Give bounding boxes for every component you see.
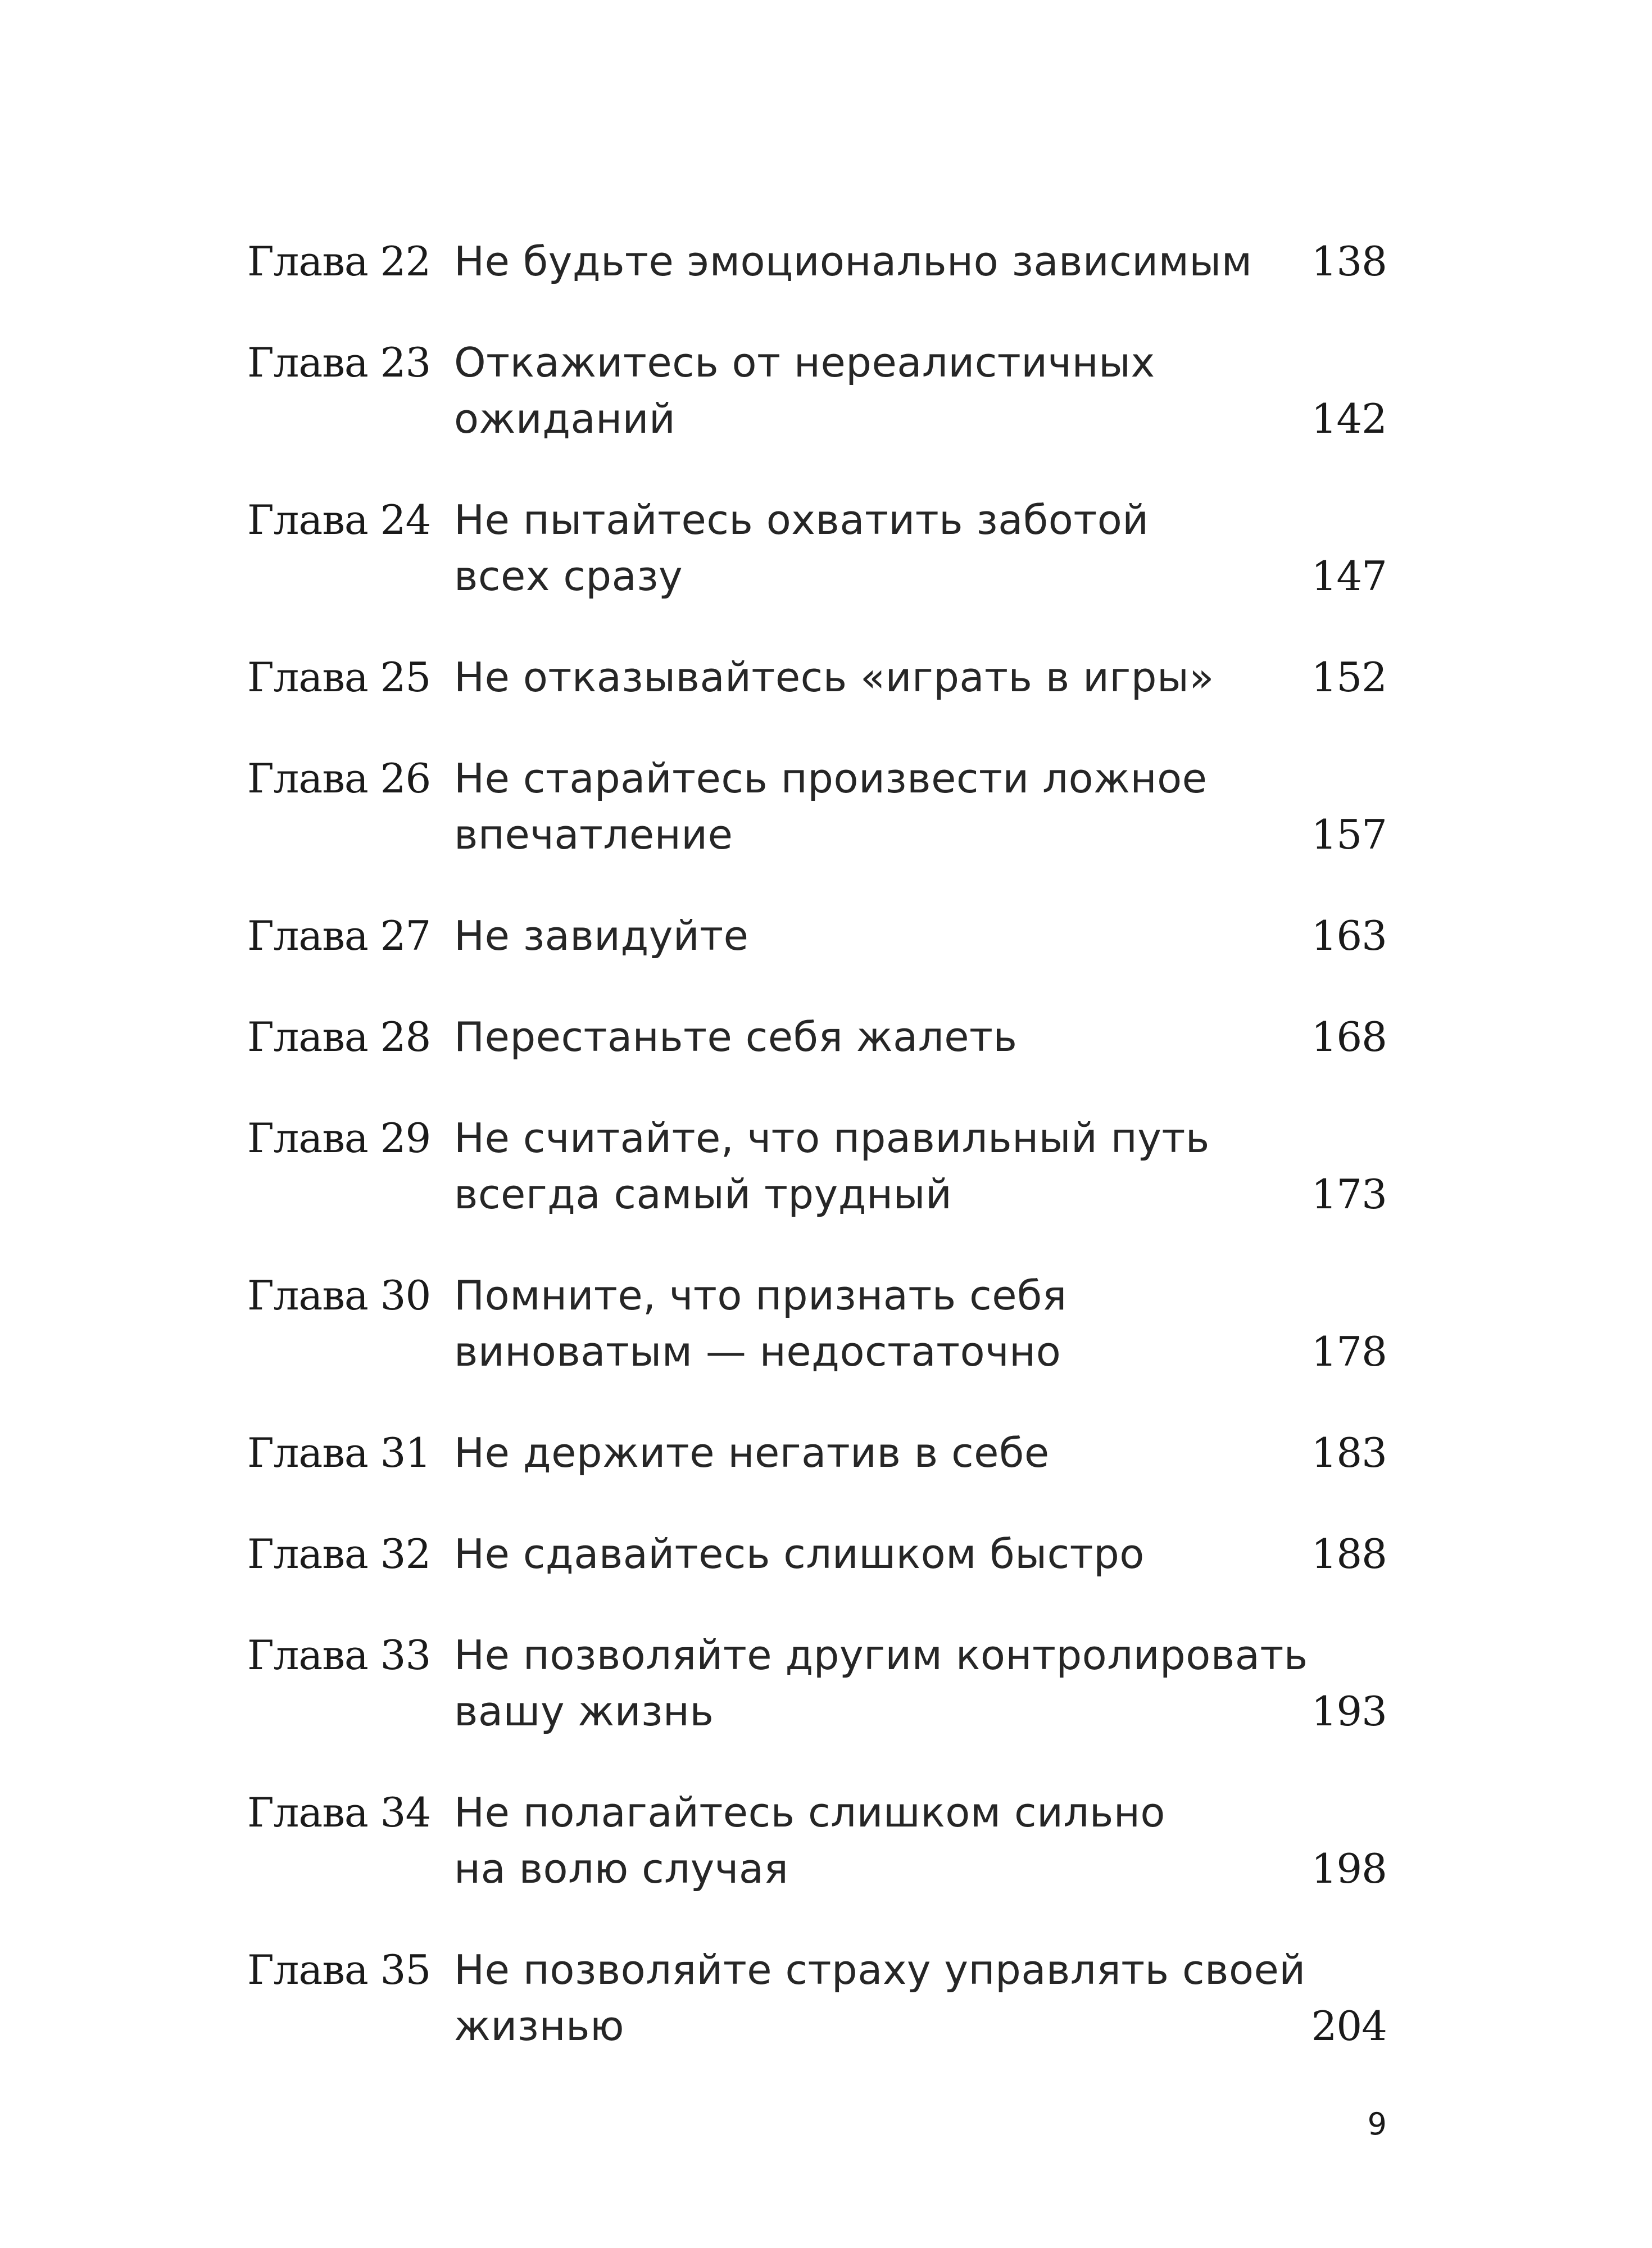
- chapter-title: [454, 1009, 1297, 1065]
- chapter-title-line: впечатление: [454, 811, 733, 858]
- chapter-title-line: Не полагайтесь слишком сильно: [454, 1789, 1165, 1836]
- chapter-title-line: Не отказывайтесь «играть в игры»: [454, 654, 1214, 701]
- chapter-label: Глава 29: [247, 1114, 431, 1162]
- page-number: 142: [1311, 395, 1387, 442]
- page-number: 147: [1311, 552, 1387, 600]
- chapter-title: [454, 1425, 1297, 1481]
- chapter-title-line: Откажитесь от нереалистичных: [454, 339, 1155, 386]
- chapter-title-line: вашу жизнь: [454, 1688, 714, 1735]
- chapter-label: Глава 24: [247, 496, 431, 543]
- chapter-title-line: Перестаньте себя жалеть: [454, 1013, 1018, 1060]
- chapter-title: [454, 908, 1297, 964]
- page-number: 198: [1311, 1845, 1387, 1892]
- page-number: 204: [1311, 2002, 1387, 2050]
- chapter-label: Глава 23: [247, 339, 431, 386]
- chapter-label: Глава 26: [247, 755, 431, 802]
- chapter-title: [454, 1526, 1297, 1582]
- chapter-title: [454, 1267, 1297, 1380]
- chapter-title-line: Не завидуйте: [454, 912, 749, 959]
- chapter-title-line: Не сдавайтесь слишком быстро: [454, 1530, 1145, 1578]
- page-number: 163: [1311, 912, 1387, 959]
- chapter-label: Глава 25: [247, 654, 431, 701]
- chapter-title: [454, 334, 1297, 447]
- page-number: 157: [1311, 811, 1387, 858]
- chapter-title-line: Не пытайтесь охватить заботой: [454, 496, 1149, 543]
- chapter-title-line: всегда самый трудный: [454, 1171, 952, 1218]
- chapter-title-line: Не будьте эмоционально зависимым: [454, 238, 1252, 285]
- page-number: 138: [1311, 238, 1387, 285]
- chapter-label: Глава 28: [247, 1013, 431, 1060]
- chapter-title: [454, 1942, 1306, 2054]
- chapter-title-line: Не держите негатив в себе: [454, 1429, 1050, 1476]
- page-number: 168: [1311, 1013, 1387, 1060]
- folio-page-number: 9: [1367, 2106, 1387, 2142]
- page-number: 188: [1311, 1530, 1387, 1578]
- page-number: 193: [1311, 1688, 1387, 1735]
- chapter-title-line: Не считайте, что правильный путь: [454, 1114, 1210, 1162]
- chapter-title-line: Не позволяйте страху управлять своей: [454, 1946, 1306, 1993]
- chapter-label: Глава 31: [247, 1429, 431, 1476]
- page-number: 178: [1311, 1328, 1387, 1375]
- chapter-title-line: Не старайтесь произвести ложное: [454, 755, 1208, 802]
- chapter-title: [454, 492, 1297, 604]
- chapter-title-line: Помните, что признать себя: [454, 1272, 1067, 1319]
- chapter-title: [454, 233, 1297, 289]
- chapter-title-line: ожиданий: [454, 395, 676, 442]
- chapter-label: Глава 34: [247, 1789, 431, 1836]
- chapter-title: [454, 1627, 1308, 1739]
- chapter-title: [454, 750, 1297, 863]
- chapter-title-line: всех сразу: [454, 552, 683, 600]
- chapter-label: Глава 30: [247, 1272, 431, 1319]
- chapter-label: Глава 22: [247, 238, 431, 285]
- chapter-label: Глава 32: [247, 1530, 431, 1578]
- page-number: 173: [1311, 1171, 1387, 1218]
- chapter-title: [454, 1110, 1297, 1222]
- chapter-title-line: на волю случая: [454, 1845, 789, 1892]
- chapter-title-line: жизнью: [454, 2002, 625, 2050]
- chapter-title-line: Не позволяйте другим контролировать: [454, 1631, 1308, 1679]
- chapter-title: [454, 1784, 1297, 1897]
- chapter-label: Глава 27: [247, 912, 431, 959]
- chapter-title: [454, 649, 1297, 705]
- page-number: 183: [1311, 1429, 1387, 1476]
- chapter-title-line: виноватым — недостаточно: [454, 1328, 1061, 1375]
- chapter-label: Глава 33: [247, 1631, 431, 1679]
- page-number: 152: [1311, 654, 1387, 701]
- chapter-label: Глава 35: [247, 1946, 431, 1993]
